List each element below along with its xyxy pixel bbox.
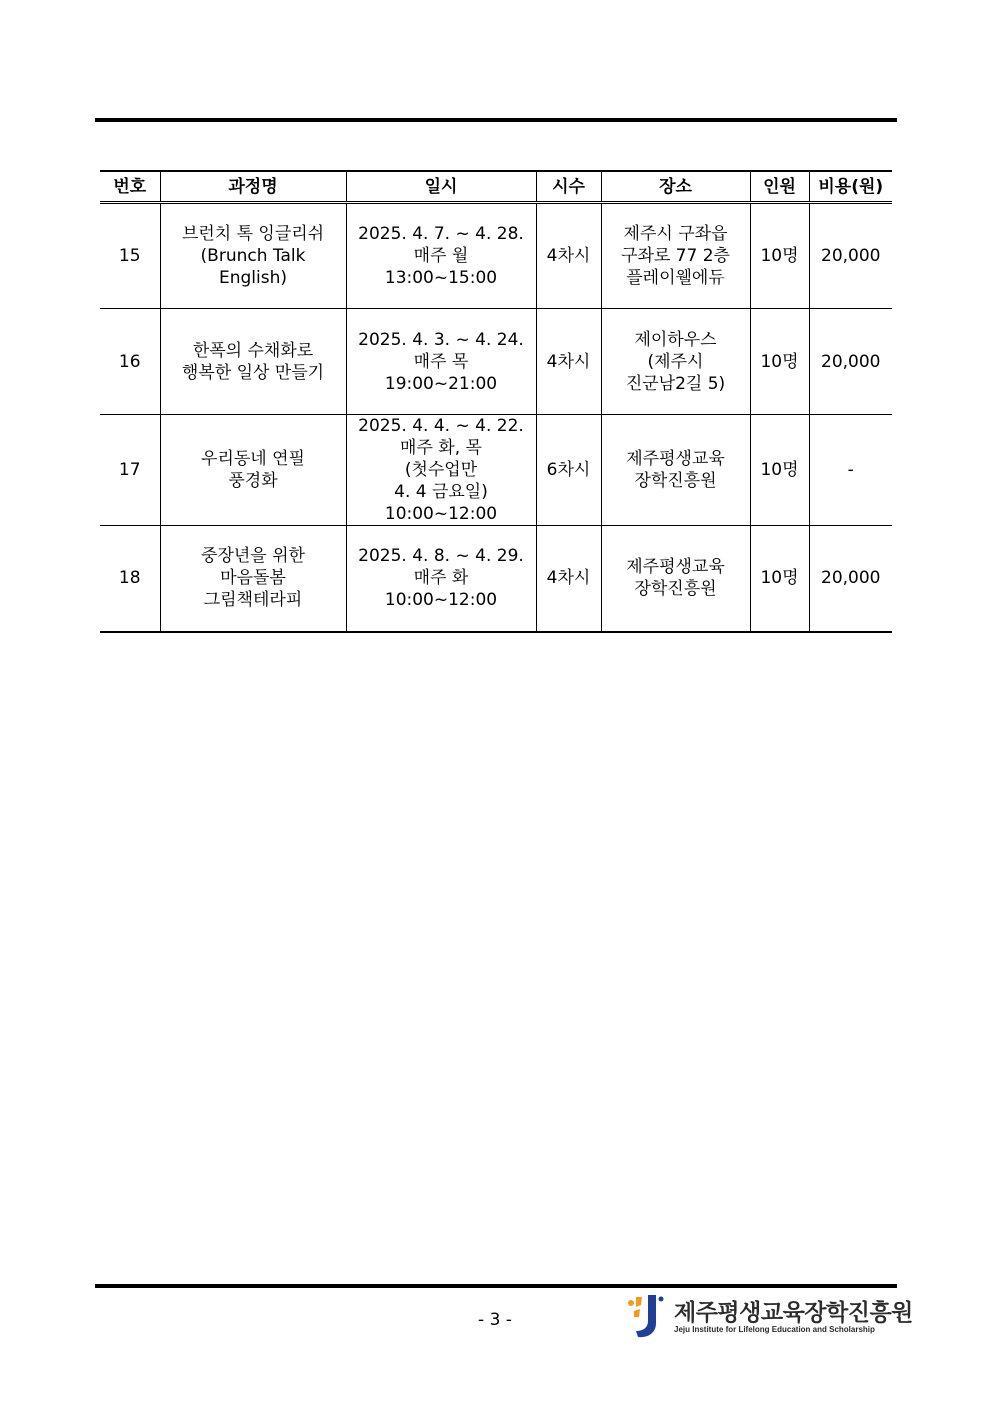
course-line: 그림책테라피 (203, 590, 303, 611)
cell-place (601, 203, 750, 309)
place-line: 구좌로 77 2층 (621, 246, 730, 266)
page-number: - 3 - (478, 1310, 512, 1330)
schedule-line: 19:00~21:00 (384, 373, 498, 394)
cell-cost: 20,000 (809, 309, 892, 415)
cell-cost: - (809, 415, 892, 526)
header-schedule: 일시 (346, 171, 536, 203)
course-line: 브런치 톡 잉글리쉬 (181, 224, 325, 244)
header-cost: 비용(원) (809, 171, 892, 203)
schedule-line: 매주 화 (413, 568, 469, 589)
header-hours: 시수 (536, 171, 601, 203)
header-course-name: 과정명 (160, 171, 346, 203)
jeju-institute-logo-icon (626, 1293, 666, 1339)
cell-course-name (160, 309, 346, 415)
table-header-row (100, 171, 892, 203)
cell-number: 18 (100, 526, 160, 632)
course-line: 풍경화 (228, 471, 278, 491)
schedule-line: 13:00~15:00 (384, 268, 498, 288)
bottom-rule (95, 1284, 897, 1288)
schedule-line: 10:00~12:00 (384, 590, 498, 611)
schedule-line: (첫수업만 (404, 460, 478, 480)
logo-subtitle: Jeju Institute for Lifelong Education and Scholarship (674, 1325, 875, 1334)
table-row (100, 415, 892, 526)
table-row (100, 526, 892, 632)
cell-schedule (346, 415, 536, 526)
cell-number: 17 (100, 415, 160, 526)
logo-name: 제주평생교육장학진흥원 (674, 1300, 913, 1326)
header-number: 번호 (100, 171, 160, 203)
schedule-line: 매주 화, 목 (400, 438, 482, 458)
course-line: 행복한 일상 만들기 (181, 362, 325, 383)
cell-schedule (346, 526, 536, 632)
cell-cost: 20,000 (809, 203, 892, 309)
course-table (100, 170, 892, 633)
footer-logo (626, 1293, 913, 1341)
cell-place (601, 309, 750, 415)
cell-schedule (346, 203, 536, 309)
table-row (100, 203, 892, 309)
place-line: 플레이웰에듀 (626, 268, 725, 288)
place-line: 제이하우스 (634, 329, 717, 350)
place-line: 제주시 구좌읍 (623, 224, 728, 244)
schedule-line: 매주 월 (413, 246, 469, 266)
cell-number: 15 (100, 203, 160, 309)
cell-course-name (160, 203, 346, 309)
cell-course-name (160, 415, 346, 526)
course-line: 우리동네 연필 (201, 449, 305, 469)
course-line: 중장년을 위한 (201, 546, 305, 567)
cell-people: 10명 (750, 309, 809, 415)
schedule-line: 4. 4 금요일) (394, 482, 488, 502)
schedule-line: 매주 목 (413, 351, 469, 372)
course-line: (Brunch Talk (200, 246, 306, 266)
course-line: 마음돌봄 (220, 568, 286, 589)
cell-hours: 4차시 (536, 309, 601, 415)
cell-cost: 20,000 (809, 526, 892, 632)
place-line: (제주시 (647, 351, 704, 372)
cell-people: 10명 (750, 203, 809, 309)
course-line: 한폭의 수채화로 (192, 340, 314, 361)
place-line: 제주평생교육 (626, 557, 725, 578)
course-line: English) (218, 268, 288, 288)
cell-course-name (160, 526, 346, 632)
cell-people: 10명 (750, 415, 809, 526)
cell-place (601, 526, 750, 632)
schedule-line: 2025. 4. 3. ~ 4. 24. (358, 329, 524, 350)
schedule-line: 10:00~12:00 (384, 504, 498, 524)
cell-schedule (346, 309, 536, 415)
header-people: 인원 (750, 171, 809, 203)
cell-place (601, 415, 750, 526)
schedule-line: 2025. 4. 4. ~ 4. 22. (358, 416, 524, 436)
cell-hours: 4차시 (536, 203, 601, 309)
header-place: 장소 (601, 171, 750, 203)
cell-people: 10명 (750, 526, 809, 632)
cell-hours: 6차시 (536, 415, 601, 526)
place-line: 진군남2길 5) (625, 373, 726, 394)
place-line: 장학진흥원 (634, 471, 717, 491)
top-rule (95, 118, 897, 122)
schedule-line: 2025. 4. 8. ~ 4. 29. (358, 546, 524, 567)
table-row (100, 309, 892, 415)
place-line: 장학진흥원 (634, 579, 717, 600)
cell-hours: 4차시 (536, 526, 601, 632)
place-line: 제주평생교육 (626, 449, 725, 469)
schedule-line: 2025. 4. 7. ~ 4. 28. (358, 224, 524, 244)
cell-number: 16 (100, 309, 160, 415)
